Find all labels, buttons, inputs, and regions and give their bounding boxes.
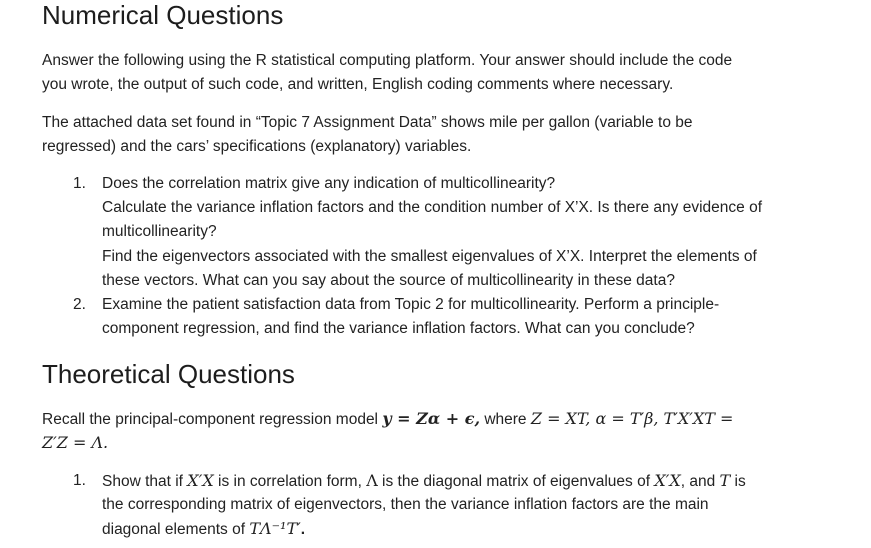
question-1-line: these vectors. What can you say about the source of multicollinearity in these data? (102, 272, 675, 289)
question-2-line: Examine the patient satisfaction data from Topic 2 for multicollinearity. Perform a principle- (102, 296, 720, 313)
numerical-questions-heading: Numerical Questions (42, 0, 284, 30)
math-t: T (719, 471, 731, 490)
math-xtx: X′X (654, 471, 681, 490)
text-fragment: , and (680, 473, 720, 490)
text-fragment: diagonal elements of (102, 521, 250, 538)
dataset-line-1: The attached data set found in “Topic 7 Assignment Data” shows mile per gallon (variable to be (42, 114, 693, 131)
theoretical-questions-heading: Theoretical Questions (42, 359, 295, 389)
text-fragment: is the diagonal matrix of eigenvalues of (377, 473, 655, 490)
text-fragment: Show that if (102, 473, 188, 490)
dataset-line-2: regressed) and the cars’ specifications (explanatory) variables. (42, 138, 472, 155)
question-1-line: multicollinearity? (102, 223, 217, 240)
model-equation: y = Zα + ϵ, (382, 409, 481, 428)
question-2-line: component regression, and find the variance inflation factors. What can you conclude? (102, 320, 695, 337)
text-fragment: is in correlation form, (213, 473, 367, 490)
intro-line-1: Answer the following using the R statistical computing platform. Your answer should include the code (42, 52, 733, 69)
theory-question-1-line (102, 469, 746, 494)
recall-line-1 (42, 407, 733, 432)
math-lambda: Λ (366, 471, 378, 490)
question-1-line: Find the eigenvectors associated with the smallest eigenvalues of X’X. Interpret the elements of (102, 248, 757, 265)
recall-line-2: Z′Z = Λ. (42, 433, 109, 452)
question-1-line: Calculate the variance inflation factors and the condition number of X’X. Is there any evidence of (102, 199, 762, 216)
text-fragment: is (730, 473, 746, 490)
intro-line-2: you wrote, the output of such code, and written, English coding comments where necessary. (42, 76, 674, 93)
question-1-line: Does the correlation matrix give any indication of multicollinearity? (102, 175, 556, 192)
question-2-number: 2. (73, 296, 86, 313)
math-xtx: X′X (187, 471, 214, 490)
theory-question-1-number: 1. (73, 472, 86, 489)
recall-text: Recall the principal-component regression model (42, 411, 383, 428)
theory-question-1-line: the corresponding matrix of eigenvectors, then the variance inflation factors are the main (102, 496, 709, 513)
text-fragment: . (300, 521, 306, 538)
math-t-lambda-inverse-t: TΛ⁻¹T′ (249, 519, 301, 538)
theory-question-1-line (102, 517, 305, 542)
model-definitions: Z = XT, α = T′β, T′X′XT = (530, 409, 734, 428)
recall-where: where (480, 411, 531, 428)
question-1-number: 1. (73, 175, 86, 192)
